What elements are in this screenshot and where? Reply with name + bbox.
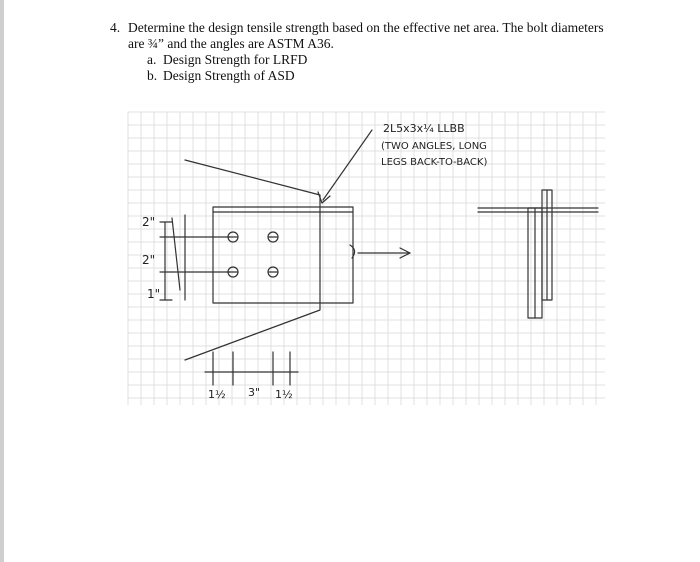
- part-b-text: Design Strength of ASD: [163, 68, 295, 83]
- part-a-letter: a.: [147, 52, 157, 67]
- dim-label-edge-right: 1½: [275, 388, 293, 401]
- note-leader-line: [323, 130, 372, 200]
- member-note-line3: LEGS BACK-TO-BACK): [381, 157, 488, 168]
- section-cut-mark: [350, 245, 355, 258]
- dim-label-top: 2": [142, 215, 156, 229]
- graph-paper-grid: [128, 112, 605, 405]
- dim-label-edge-left: 1½: [208, 388, 226, 401]
- question-number: 4.: [110, 20, 121, 35]
- member-designation: 2L5x3x¼ LLBB: [383, 122, 465, 135]
- dim-label-spacing: 3": [248, 386, 261, 399]
- part-a-text: Design Strength for LRFD: [163, 52, 308, 67]
- question-line-2: are ¾” and the angles are ASTM A36.: [128, 36, 334, 51]
- part-b-letter: b.: [147, 68, 158, 83]
- question-text-1: Determine the design tensile strength based on the effective net area. The bolt diameters: [128, 20, 604, 35]
- dim-label-bottom: 1": [147, 287, 161, 301]
- member-note-line2: (TWO ANGLES, LONG: [381, 141, 487, 152]
- dim-label-mid: 2": [142, 253, 156, 267]
